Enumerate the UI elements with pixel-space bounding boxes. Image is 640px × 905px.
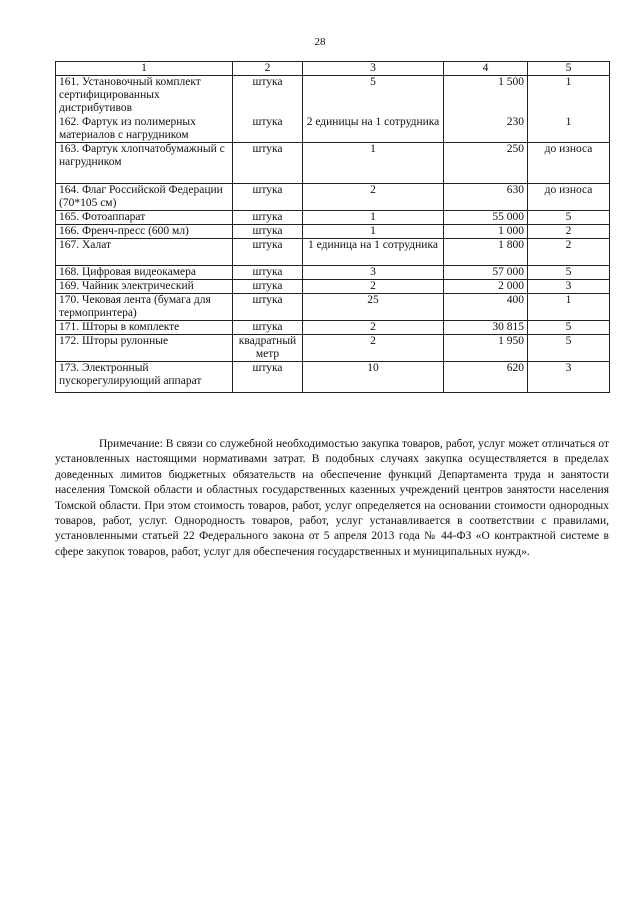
item-unit: штука xyxy=(233,211,303,225)
table-row xyxy=(56,211,610,225)
item-name: 173. Электронный пускорегулирующий аппарат xyxy=(56,362,233,393)
item-name: 171. Шторы в комплекте xyxy=(56,321,233,335)
item-term: 2 xyxy=(528,225,610,239)
item-name: 166. Френч-пресс (600 мл) xyxy=(56,225,233,239)
item-unit: штука xyxy=(233,266,303,280)
item-name: 168. Цифровая видеокамера xyxy=(56,266,233,280)
item-term: 5 xyxy=(528,321,610,335)
item-price: 400 xyxy=(444,294,528,321)
item-unit: штука xyxy=(233,321,303,335)
item-price: 55 000 xyxy=(444,211,528,225)
item-term: 1 xyxy=(528,116,610,143)
item-name: 169. Чайник электрический xyxy=(56,280,233,294)
item-price: 230 xyxy=(444,116,528,143)
item-quantity: 2 единицы на 1 сотрудника xyxy=(303,116,444,143)
table-row xyxy=(56,266,610,280)
table-row xyxy=(56,321,610,335)
item-quantity: 10 xyxy=(303,362,444,393)
item-term: 3 xyxy=(528,280,610,294)
item-quantity: 1 xyxy=(303,211,444,225)
item-price: 1 500 xyxy=(444,76,528,117)
item-price: 1 000 xyxy=(444,225,528,239)
item-unit: штука xyxy=(233,225,303,239)
table-row xyxy=(56,362,610,393)
item-name: 165. Фотоаппарат xyxy=(56,211,233,225)
item-unit: штука xyxy=(233,294,303,321)
item-quantity: 2 xyxy=(303,280,444,294)
item-quantity: 2 xyxy=(303,321,444,335)
column-header: 4 xyxy=(444,62,528,76)
item-quantity: 1 xyxy=(303,143,444,184)
item-term: 5 xyxy=(528,211,610,225)
item-quantity: 3 xyxy=(303,266,444,280)
item-price: 1 800 xyxy=(444,239,528,266)
table-row xyxy=(56,116,610,143)
page-number: 28 xyxy=(314,36,326,48)
item-term: до износа xyxy=(528,184,610,211)
column-header: 5 xyxy=(528,62,610,76)
item-price: 57 000 xyxy=(444,266,528,280)
item-unit: штука xyxy=(233,143,303,184)
item-unit: штука xyxy=(233,116,303,143)
item-name: 172. Шторы рулонные xyxy=(56,335,233,362)
item-name: 170. Чековая лента (бумага для термопринтера) xyxy=(56,294,233,321)
column-header: 2 xyxy=(233,62,303,76)
item-unit: квадратный метр xyxy=(233,335,303,362)
item-term: 5 xyxy=(528,335,610,362)
item-name: 164. Флаг Российской Федерации (70*105 см) xyxy=(56,184,233,211)
item-price: 30 815 xyxy=(444,321,528,335)
note-paragraph: Примечание: В связи со служебной необходимостью закупка товаров, работ, услуг может отличаться от установленных настоящими нормативами затрат. В подобных случаях закупка осуществляется в пределах доведенных лимитов бюджетных обязательств на обеспечение функций Департамента труда и занятости населения Томской области и областных государственных казенных учреждений центров занятости населения Томской области. При этом стоимость товаров, работ, услуг определяется на основании стоимости однородных товаров, работ, услуг. Однородность товаров, работ, услуг устанавливается в соответствии с правилами, установленными статьей 22 Федерального закона от 5 апреля 2013 года № 44-ФЗ «О контрактной системе в сфере закупок товаров, работ, услуг для обеспечения государственных и муниципальных нужд». xyxy=(55,438,609,558)
item-unit: штука xyxy=(233,362,303,393)
table-row xyxy=(56,239,610,266)
table-row xyxy=(56,143,610,184)
table-row xyxy=(56,184,610,211)
table-row xyxy=(56,76,610,117)
item-name: 162. Фартук из полимерных материалов с нагрудником xyxy=(56,116,233,143)
item-quantity: 2 xyxy=(303,335,444,362)
item-price: 2 000 xyxy=(444,280,528,294)
item-price: 630 xyxy=(444,184,528,211)
item-quantity: 5 xyxy=(303,76,444,117)
item-name: 161. Установочный комплект сертифицированных дистрибутивов xyxy=(56,76,233,117)
table-row xyxy=(56,335,610,362)
item-quantity: 2 xyxy=(303,184,444,211)
item-term: 5 xyxy=(528,266,610,280)
item-name: 163. Фартук хлопчатобумажный с нагрудником xyxy=(56,143,233,184)
item-price: 1 950 xyxy=(444,335,528,362)
table-row xyxy=(56,294,610,321)
cost-norms-table xyxy=(55,61,610,393)
item-unit: штука xyxy=(233,184,303,211)
item-term: до износа xyxy=(528,143,610,184)
item-unit: штука xyxy=(233,239,303,266)
item-term: 2 xyxy=(528,239,610,266)
table-row xyxy=(56,280,610,294)
item-quantity: 25 xyxy=(303,294,444,321)
item-unit: штука xyxy=(233,280,303,294)
item-price: 250 xyxy=(444,143,528,184)
item-unit: штука xyxy=(233,76,303,117)
item-price: 620 xyxy=(444,362,528,393)
column-header: 1 xyxy=(56,62,233,76)
table-row xyxy=(56,225,610,239)
item-quantity: 1 единица на 1 сотрудника xyxy=(303,239,444,266)
item-name: 167. Халат xyxy=(56,239,233,266)
table-header-row xyxy=(56,62,610,76)
item-quantity: 1 xyxy=(303,225,444,239)
item-term: 1 xyxy=(528,294,610,321)
item-term: 3 xyxy=(528,362,610,393)
item-term: 1 xyxy=(528,76,610,117)
column-header: 3 xyxy=(303,62,444,76)
